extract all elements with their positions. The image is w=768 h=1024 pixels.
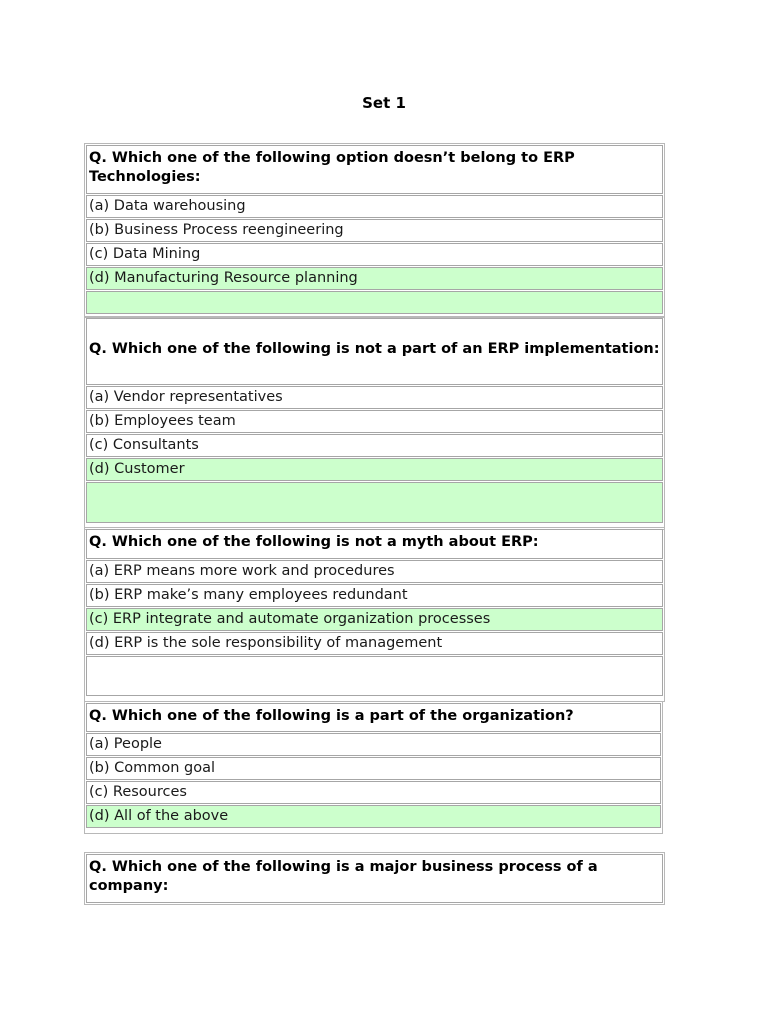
question-body: Which one of the following is a major business process of a company: xyxy=(89,859,598,894)
option-c: (c) Consultants xyxy=(86,434,663,457)
question-text xyxy=(86,145,663,194)
question-text xyxy=(86,703,661,732)
empty-row xyxy=(86,656,663,696)
question-block-3 xyxy=(84,527,665,702)
question-text xyxy=(86,318,663,385)
option-d-correct: (d) Customer xyxy=(86,458,663,481)
option-c: (c) Resources xyxy=(86,781,661,804)
question-body: Which one of the following option doesn’t belong to ERP Technologies: xyxy=(89,150,575,185)
option-b: (b) Common goal xyxy=(86,757,661,780)
question-block-4 xyxy=(84,701,663,834)
option-a: (a) People xyxy=(86,733,661,756)
question-block-5 xyxy=(84,852,665,905)
question-prefix: Q. xyxy=(89,708,112,724)
question-body: Which one of the following is not a part of an ERP implementation: xyxy=(111,341,660,357)
question-prefix: Q. xyxy=(89,150,112,166)
empty-row xyxy=(86,291,663,314)
question-prefix: Q. xyxy=(89,534,112,550)
option-d-correct: (d) All of the above xyxy=(86,805,661,828)
option-d-correct: (d) Manufacturing Resource planning xyxy=(86,267,663,290)
option-c: (c) Data Mining xyxy=(86,243,663,266)
question-prefix: Q. xyxy=(89,341,112,357)
option-b: (b) Employees team xyxy=(86,410,663,433)
question-text xyxy=(86,854,663,903)
question-body: Which one of the following is a part of the organization? xyxy=(111,708,574,724)
page-title: Set 1 xyxy=(362,94,406,112)
question-block-2 xyxy=(84,316,665,530)
option-b: (b) Business Process reengineering xyxy=(86,219,663,242)
option-a: (a) ERP means more work and procedures xyxy=(86,560,663,583)
option-d: (d) ERP is the sole responsibility of management xyxy=(86,632,663,655)
question-prefix: Q. xyxy=(89,859,112,875)
option-a: (a) Vendor representatives xyxy=(86,386,663,409)
option-a: (a) Data warehousing xyxy=(86,195,663,218)
question-text xyxy=(86,529,663,559)
option-c-correct: (c) ERP integrate and automate organization processes xyxy=(86,608,663,631)
option-b: (b) ERP make’s many employees redundant xyxy=(86,584,663,607)
question-block-1 xyxy=(84,143,665,318)
question-body: Which one of the following is not a myth about ERP: xyxy=(111,534,539,550)
empty-row xyxy=(86,482,663,523)
